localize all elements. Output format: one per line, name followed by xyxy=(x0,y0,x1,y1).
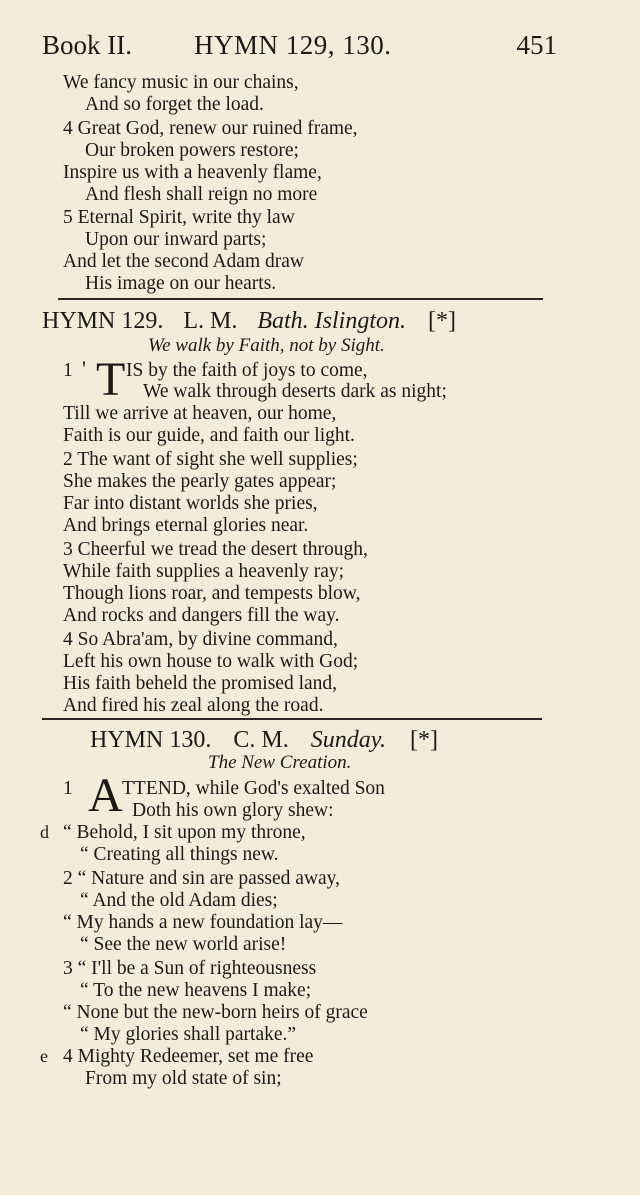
hymn-title xyxy=(42,308,456,335)
book-label: Book II. xyxy=(42,30,132,60)
verse-line: We walk through deserts dark as night; xyxy=(143,381,447,402)
verse-line: Though lions roar, and tempests blow, xyxy=(63,583,361,604)
verse-line: 5 Eternal Spirit, write thy law xyxy=(63,207,295,228)
hymn-tune: Sunday. xyxy=(310,727,387,753)
section-divider xyxy=(42,718,542,720)
stanza-number: 1 xyxy=(63,778,73,799)
page-number: 451 xyxy=(516,30,557,60)
hymn-subtitle: We walk by Faith, not by Sight. xyxy=(148,335,385,356)
hymn-meter: L. M. xyxy=(183,308,238,334)
verse-line: Till we arrive at heaven, our home, xyxy=(63,403,337,424)
verse-line: Faith is our guide, and faith our light. xyxy=(63,425,355,446)
verse-line: Far into distant worlds she pries, xyxy=(63,493,318,514)
verse-line: She makes the pearly gates appear; xyxy=(63,471,337,492)
verse-line: 3 Cheerful we tread the desert through, xyxy=(63,539,368,560)
verse-line: “ None but the new-born heirs of grace xyxy=(63,1002,368,1023)
hymn-title xyxy=(90,727,438,754)
verse-line: 4 Mighty Redeemer, set me free xyxy=(63,1046,314,1067)
verse-line: Inspire us with a heavenly flame, xyxy=(63,162,322,183)
verse-line: “ See the new world arise! xyxy=(80,934,287,955)
hymn-meter: C. M. xyxy=(233,727,289,753)
verse-line: 4 Great God, renew our ruined frame, xyxy=(63,118,358,139)
margin-mark: d xyxy=(40,822,49,842)
verse-line: And brings eternal glories near. xyxy=(63,515,309,536)
verse-line: “ And the old Adam dies; xyxy=(80,890,278,911)
drop-cap: A xyxy=(88,769,123,822)
margin-mark: e xyxy=(40,1046,48,1066)
verse-line: TTEND, while God's exalted Son xyxy=(122,778,385,799)
verse-line: His faith beheld the promised land, xyxy=(63,673,338,694)
running-head xyxy=(42,30,557,62)
verse-line: And let the second Adam draw xyxy=(63,251,304,272)
hymn-number: HYMN 129. xyxy=(42,308,164,334)
verse-line: Doth his own glory shew: xyxy=(132,800,334,821)
verse-line: Upon our inward parts; xyxy=(85,229,267,250)
hymn-number: HYMN 130. xyxy=(90,727,212,753)
verse-line: And flesh shall reign no more xyxy=(85,184,318,205)
verse-line: Left his own house to walk with God; xyxy=(63,651,359,672)
verse-line: “ My hands a new foundation lay— xyxy=(63,912,343,933)
editorial-mark: [*] xyxy=(410,727,439,753)
verse-line: And rocks and dangers fill the way. xyxy=(63,605,340,626)
verse-line: And fired his zeal along the road. xyxy=(63,695,324,716)
verse-line: From my old state of sin; xyxy=(85,1068,282,1089)
verse-line: 3 “ I'll be a Sun of righteousness xyxy=(63,958,317,979)
verse-line: IS by the faith of joys to come, xyxy=(126,360,368,381)
editorial-mark: [*] xyxy=(428,308,456,334)
running-hymn-numbers: HYMN 129, 130. xyxy=(194,30,392,60)
drop-cap: T xyxy=(96,353,126,406)
verse-line: While faith supplies a heavenly ray; xyxy=(63,561,345,582)
verse-line: We fancy music in our chains, xyxy=(63,72,299,93)
verse-line: His image on our hearts. xyxy=(85,273,277,294)
verse-line: 2 The want of sight she well supplies; xyxy=(63,449,358,470)
verse-line: And so forget the load. xyxy=(85,94,264,115)
hymn-tunes: Bath. Islington. xyxy=(257,308,407,334)
section-divider xyxy=(58,298,543,300)
verse-line: “ Behold, I sit upon my throne, xyxy=(63,822,306,843)
verse-line: “ Creating all things new. xyxy=(80,844,279,865)
verse-line: 2 “ Nature and sin are passed away, xyxy=(63,868,341,889)
verse-line: “ To the new heavens I make; xyxy=(80,980,312,1001)
stanza-number: 1 xyxy=(63,360,73,381)
verse-line: 4 So Abra'am, by divine command, xyxy=(63,629,338,650)
verse-line: Our broken powers restore; xyxy=(85,140,299,161)
hymn-subtitle: The New Creation. xyxy=(208,752,352,773)
verse-line: “ My glories shall partake.” xyxy=(80,1024,297,1045)
apostrophe: ' xyxy=(82,356,86,381)
